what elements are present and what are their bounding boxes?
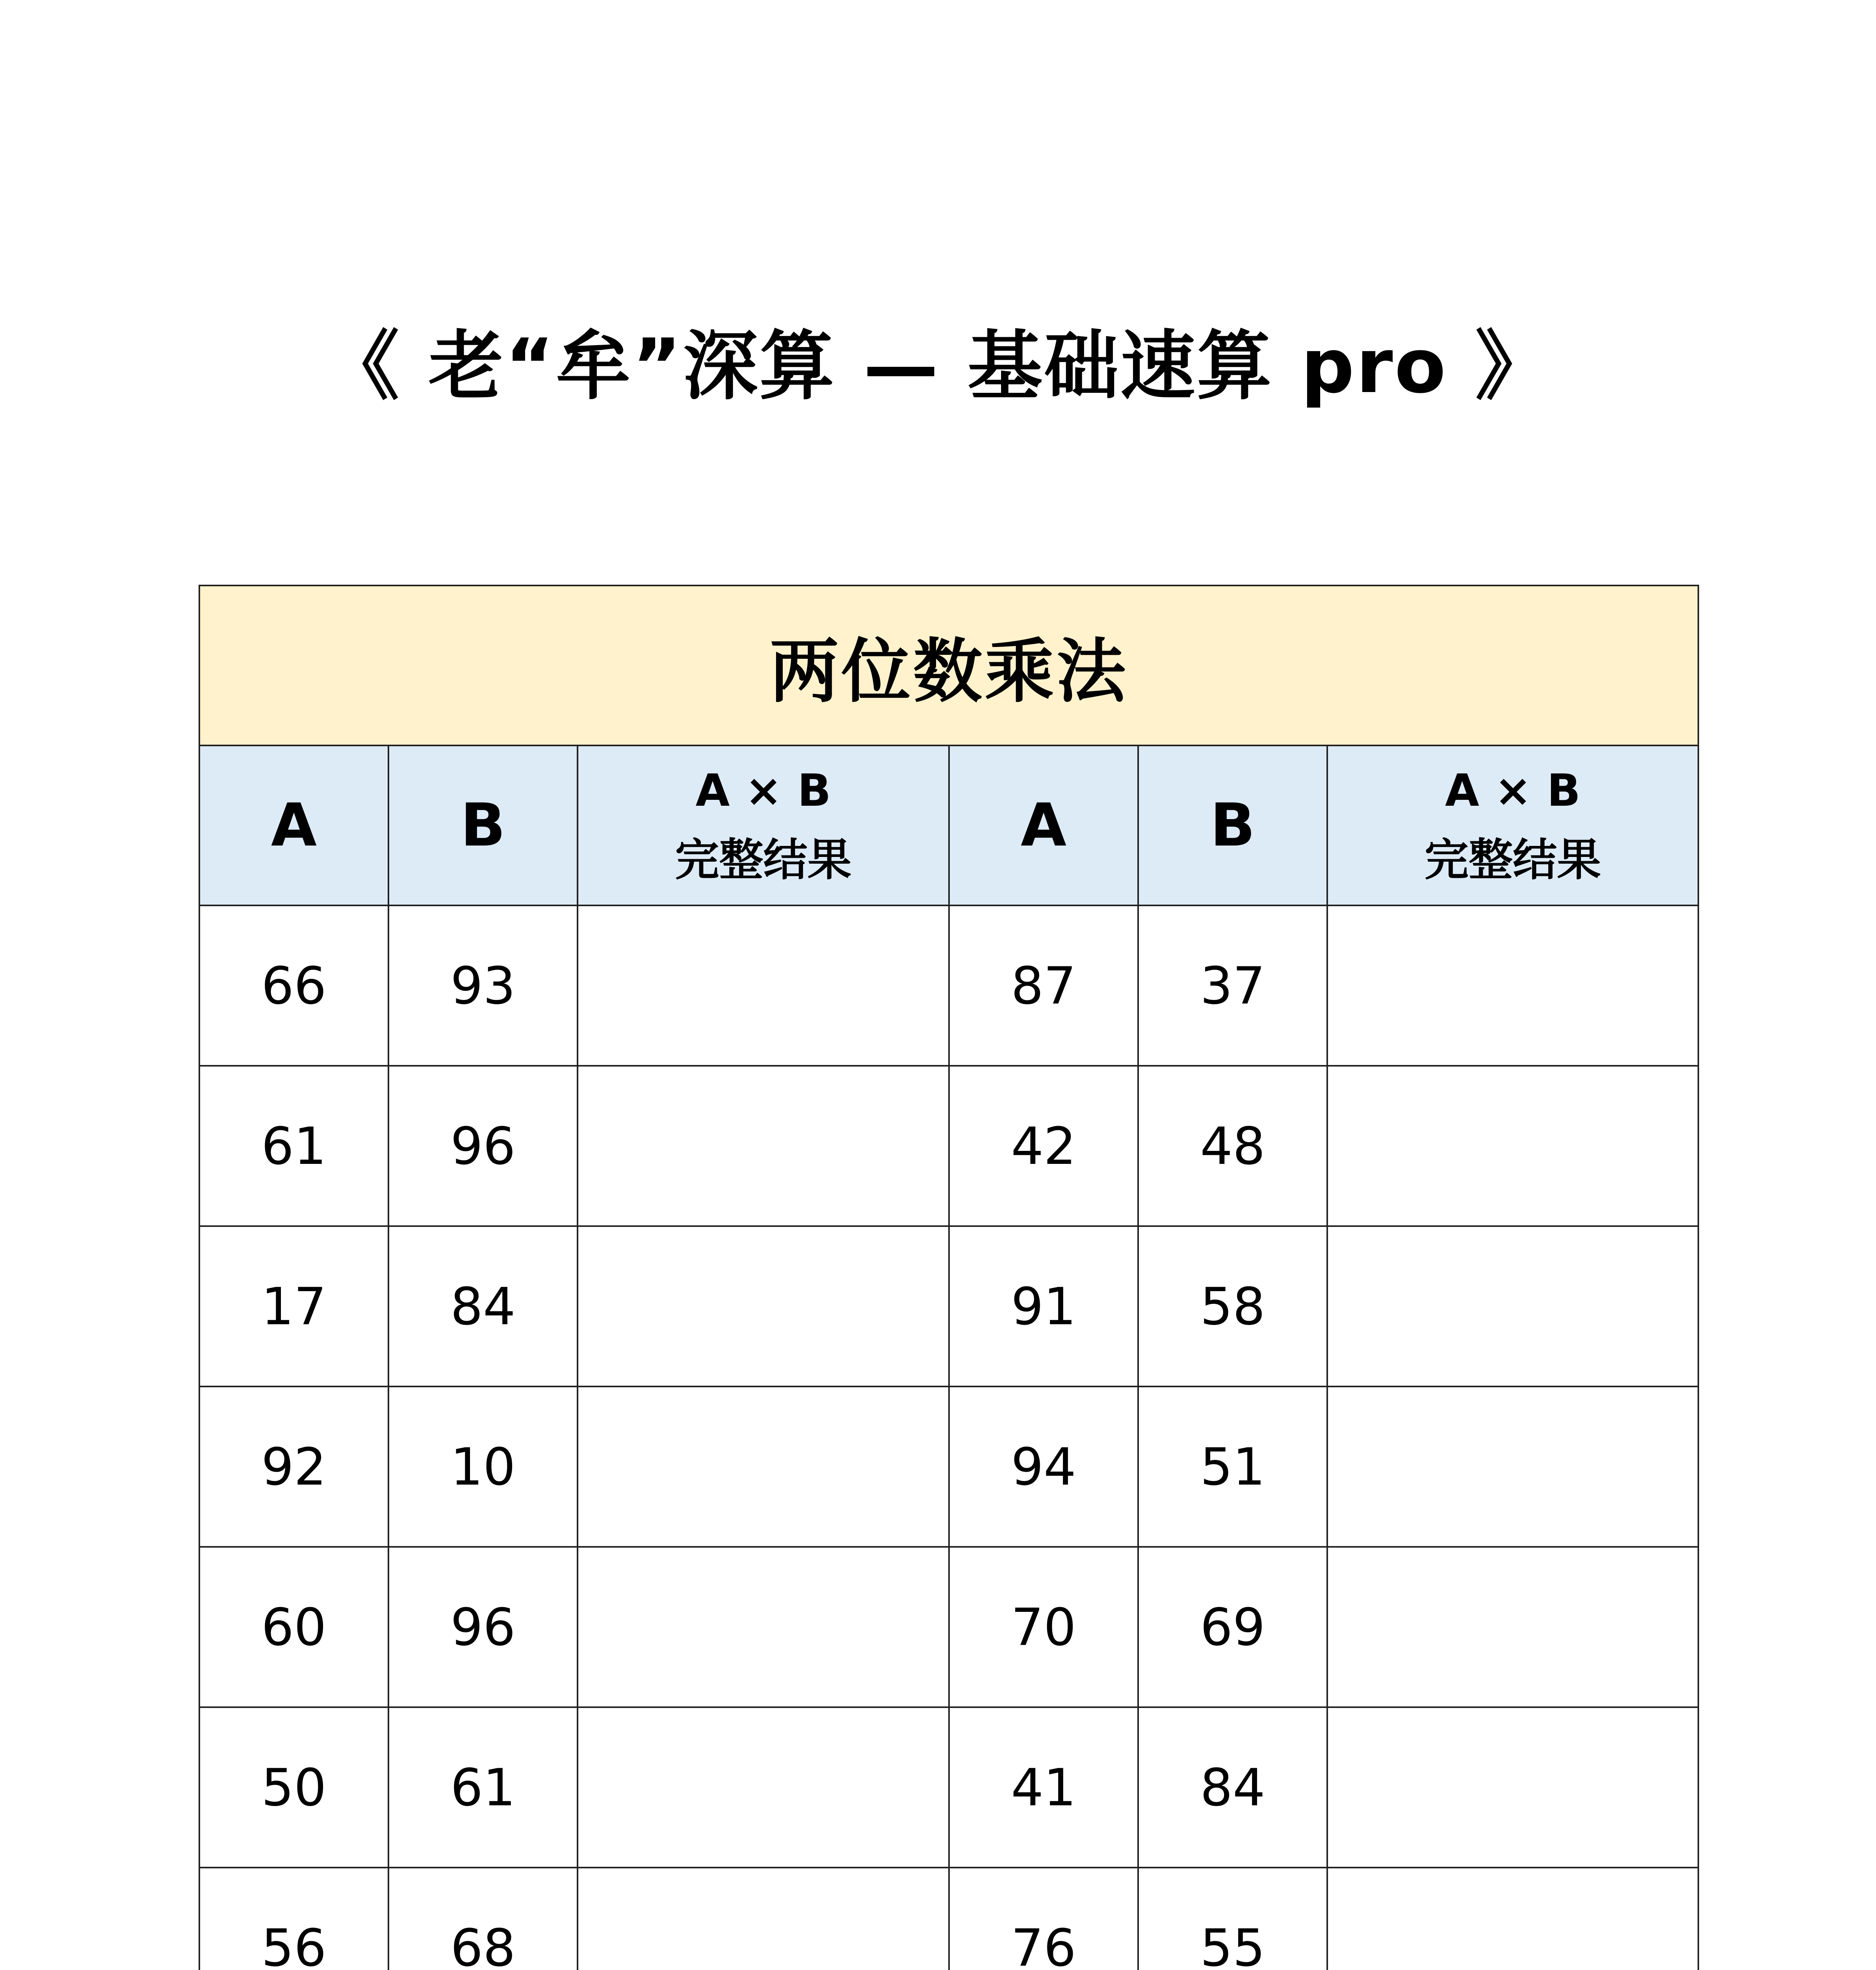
cell-a-left: 56 [199, 1868, 388, 1970]
table-row [199, 1226, 1698, 1386]
answer-cell-left[interactable] [578, 1707, 949, 1868]
header-product-left [578, 745, 949, 905]
table-row [199, 1547, 1698, 1707]
cell-a-right: 41 [949, 1707, 1138, 1868]
cell-b-right: 69 [1138, 1547, 1327, 1707]
header-product-caption: 完整结果 [1425, 834, 1601, 886]
cell-a-left: 60 [199, 1547, 388, 1707]
cell-a-left: 50 [199, 1707, 388, 1868]
answer-cell-left[interactable] [578, 1066, 949, 1226]
cell-a-left: 66 [199, 905, 388, 1066]
cell-b-left: 96 [388, 1547, 578, 1707]
sheet-title: 两位数乘法 [199, 585, 1698, 745]
cell-b-right: 37 [1138, 905, 1327, 1066]
header-row [199, 745, 1698, 905]
header-b-left: B [388, 745, 578, 905]
cell-a-right: 70 [949, 1547, 1138, 1707]
cell-b-left: 93 [388, 905, 578, 1066]
table-row [199, 905, 1698, 1066]
cell-b-right: 48 [1138, 1066, 1327, 1226]
answer-cell-right[interactable] [1327, 1226, 1698, 1386]
answer-cell-left[interactable] [578, 1868, 949, 1970]
cell-b-right: 51 [1138, 1386, 1327, 1547]
cell-a-right: 94 [949, 1386, 1138, 1547]
header-a-right: A [949, 745, 1138, 905]
header-b-right: B [1138, 745, 1327, 905]
answer-cell-right[interactable] [1327, 1547, 1698, 1707]
cell-b-left: 96 [388, 1066, 578, 1226]
cell-b-left: 68 [388, 1868, 578, 1970]
table-row [199, 1066, 1698, 1226]
answer-cell-left[interactable] [578, 1226, 949, 1386]
answer-cell-right[interactable] [1327, 1066, 1698, 1226]
cell-b-right: 84 [1138, 1707, 1327, 1868]
header-product-formula: A × B [695, 765, 831, 816]
answer-cell-right[interactable] [1327, 1868, 1698, 1970]
sheet-title-row [199, 585, 1698, 745]
header-a-left: A [199, 745, 388, 905]
table-row [199, 1386, 1698, 1547]
cell-a-right: 91 [949, 1226, 1138, 1386]
header-product-caption: 完整结果 [675, 834, 852, 886]
cell-a-left: 61 [199, 1066, 388, 1226]
cell-a-right: 76 [949, 1868, 1138, 1970]
cell-a-right: 42 [949, 1066, 1138, 1226]
answer-cell-left[interactable] [578, 905, 949, 1066]
answer-cell-left[interactable] [578, 1547, 949, 1707]
cell-b-left: 84 [388, 1226, 578, 1386]
table-row [199, 1707, 1698, 1868]
cell-b-left: 10 [388, 1386, 578, 1547]
answer-cell-left[interactable] [578, 1386, 949, 1547]
multiplication-worksheet-table [199, 585, 1699, 1970]
cell-b-left: 61 [388, 1707, 578, 1868]
answer-cell-right[interactable] [1327, 1707, 1698, 1868]
cell-a-left: 17 [199, 1226, 388, 1386]
page-title: 《 老“牟”深算 — 基础速算 pro 》 [324, 323, 1552, 410]
answer-cell-right[interactable] [1327, 905, 1698, 1066]
cell-a-left: 92 [199, 1386, 388, 1547]
answer-cell-right[interactable] [1327, 1386, 1698, 1547]
header-product-formula: A × B [1445, 765, 1581, 816]
cell-b-right: 55 [1138, 1868, 1327, 1970]
cell-b-right: 58 [1138, 1226, 1327, 1386]
cell-a-right: 87 [949, 905, 1138, 1066]
table-row [199, 1868, 1698, 1970]
header-product-right [1327, 745, 1698, 905]
